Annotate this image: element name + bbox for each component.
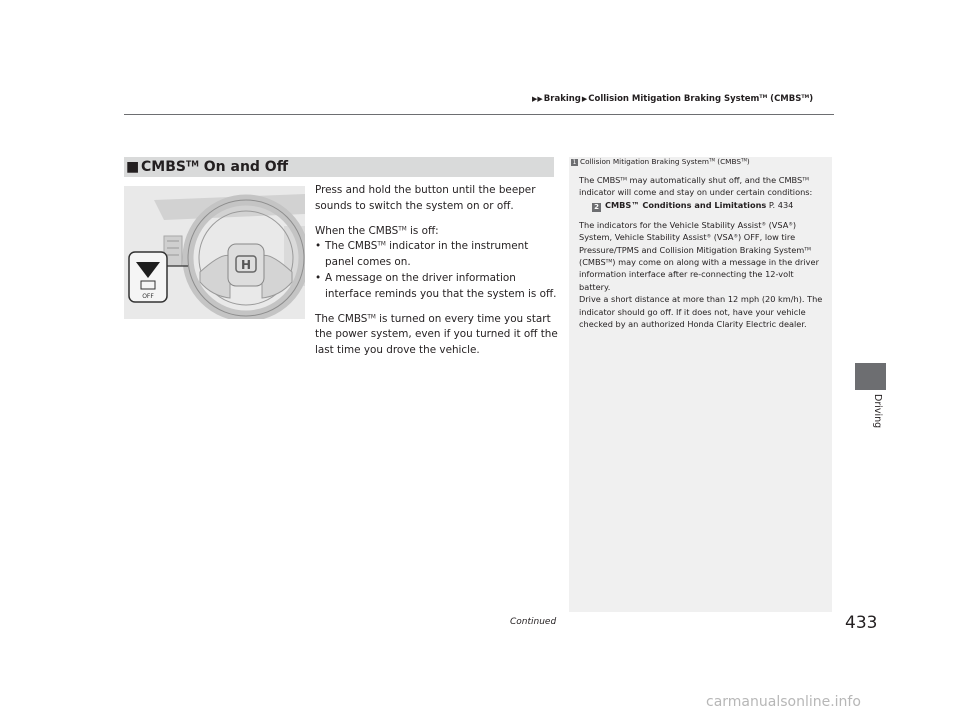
header-rule — [124, 114, 834, 115]
chapter-tab[interactable] — [855, 363, 886, 390]
section-header — [124, 157, 554, 177]
breadcrumb-arrow-icon: ▶ — [581, 95, 588, 103]
steering-wheel-icon — [124, 186, 305, 319]
when-off-list — [315, 239, 560, 302]
list-item: • The CMBS™ indicator in the instrument panel comes on. — [315, 239, 560, 271]
instruction-paragraph: Press and hold the button until the beeper sounds to switch the system on or off. — [315, 184, 536, 212]
section-title: CMBS™ On and Off — [141, 159, 289, 175]
breadcrumb-braking: Braking — [543, 94, 581, 104]
watermark: carmanualsonline.info — [706, 694, 861, 710]
startup-paragraph: The CMBS™ is turned on every time you start the power system, even if you turned it off the last time you drove the vehicle. — [315, 312, 558, 357]
note-paragraph: Drive a short distance at more than 12 mph (20 km/h). The indicator should go off. If it does not, have your vehicle checked by an authorized Honda Clarity Electric dealer. — [579, 294, 823, 330]
note-icon: 1 — [572, 159, 577, 166]
cross-reference-link[interactable]: 2 CMBS™ Conditions and Limitations P. 434 — [579, 199, 827, 212]
main-body — [315, 183, 560, 368]
breadcrumb: ▶▶Braking▶Collision Mitigation Braking System™ (CMBS™) — [532, 94, 814, 104]
svg-text:H: H — [240, 258, 252, 272]
note-paragraph: The indicators for the Vehicle Stability Assist® (VSA®) System, Vehicle Stability Assist® (VSA®) OFF, low tire Pressure/TPMS and Collision Mitigation Braking System™ (CMBS™) may come on along with a message in the driver information interface after re-connecting the 12-volt battery. — [579, 219, 819, 292]
page-number: 433 — [845, 613, 878, 633]
svg-text:OFF: OFF — [142, 293, 154, 300]
sidebar-note-title: 1 Collision Mitigation Braking System™ (CMBS™) — [572, 157, 750, 166]
section-marker: ■ — [126, 159, 140, 175]
note-paragraph: The CMBS™ may automatically shut off, and the CMBS™ indicator will come and stay on under certain conditions: — [579, 175, 813, 198]
list-item: • A message on the driver information interface reminds you that the system is off. — [315, 271, 560, 303]
breadcrumb-cmbs: Collision Mitigation Braking System — [588, 94, 760, 104]
steering-wheel-illustration — [124, 186, 305, 319]
reference-arrow-icon: 2 — [592, 203, 601, 212]
sidebar-note-body — [579, 174, 827, 337]
breadcrumb-arrow-icon: ▶▶ — [532, 95, 543, 103]
chapter-tab-label: Driving — [872, 394, 883, 429]
continued-label: Continued — [510, 617, 557, 627]
when-off-lead: When the CMBS™ is off: — [315, 224, 439, 237]
